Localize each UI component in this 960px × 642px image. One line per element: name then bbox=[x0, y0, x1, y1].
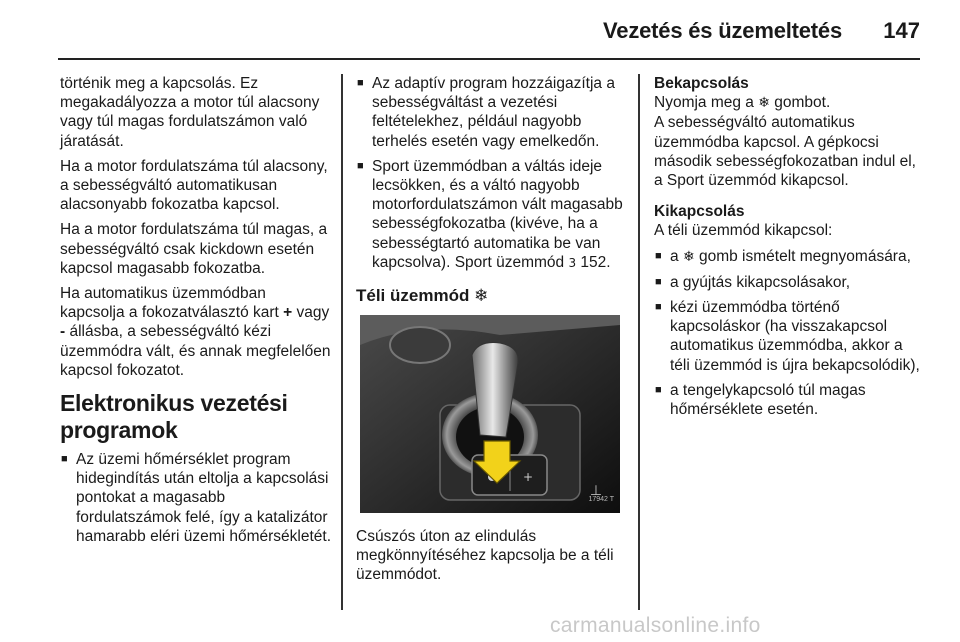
manual-mode-paragraph: Ha automatikus üzemmódban kapcsolja a fokozatválasztó kart + vagy - állásba, a sebességváltó kézi üzemmódra vált, és annak megfelelően kapcsol fokozatot. bbox=[60, 285, 331, 379]
image-caption: Csúszós úton az elindulás megkönnyítéséhez kapcsolja be a téli üzemmódot. bbox=[356, 528, 614, 584]
press-button-line: Nyomja meg a ❄ gombot. bbox=[654, 94, 831, 112]
gear-selector-illustration bbox=[360, 315, 620, 513]
plus-symbol: + bbox=[283, 304, 293, 322]
section-heading: Elektronikus vezetési programok bbox=[60, 390, 288, 444]
paragraph: Ha a motor fordulatszáma túl magas, a sebességváltó csak kickdown esetén kapcsol magasabb fokozatba. bbox=[60, 221, 328, 277]
image-code: 17942 T bbox=[588, 495, 614, 503]
gear-selector-photo bbox=[360, 315, 620, 513]
minus-symbol: - bbox=[60, 323, 66, 341]
header-rule bbox=[58, 58, 920, 60]
sport-mode-reference[interactable]: Sport üzemmód 3 152. bbox=[454, 253, 611, 271]
column-3 bbox=[654, 74, 924, 425]
paragraph: történik meg a kapcsolás. Ez megakadályozza a motor túl alacsony vagy túl magas fordulatszámon való járatását. bbox=[60, 75, 320, 150]
snowflake-icon: ❄ bbox=[758, 95, 770, 112]
list-item: ■ a tengelykapcsoló túl magas hőmérséklete esetén. bbox=[654, 381, 924, 419]
subheading-off: Kikapcsolás bbox=[654, 203, 745, 221]
list-item: ■ a ❄ gomb ismételt megnyomására, bbox=[654, 247, 924, 267]
page-reference-icon: 3 bbox=[568, 255, 577, 270]
column-divider bbox=[638, 74, 640, 610]
list-item: ■ a gyújtás kikapcsolásakor, bbox=[654, 273, 924, 292]
list-item: ■ Sport üzemmódban a váltás ideje lecsökken, és a váltó nagyobb motorfordulatszámon vált magasabb sebességfokozatba (kivéve, ha a sebességtartó automatika be van kapcsolva). Sport üzemmód 3 152. bbox=[356, 157, 626, 273]
snowflake-icon: ❄ bbox=[474, 286, 489, 307]
section-heading: Téli üzemmód ❄ bbox=[356, 286, 489, 307]
column-divider bbox=[341, 74, 343, 610]
subheading-on: Bekapcsolás bbox=[654, 75, 749, 92]
list-item: ■ Az adaptív program hozzáigazítja a sebességváltást a vezetési feltételekhez, például nagyobb terhelés esetén vagy emelkedőn. bbox=[356, 74, 626, 151]
svg-text:+: + bbox=[522, 470, 534, 485]
column-2 bbox=[356, 74, 626, 591]
page-header bbox=[0, 0, 960, 60]
snowflake-icon: ❄ bbox=[682, 248, 695, 265]
page-title: Vezetés és üzemeltetés bbox=[603, 18, 842, 43]
bullet-list bbox=[60, 450, 332, 546]
paragraph: A sebességváltó automatikus üzemmódba kapcsol. A gépkocsi második sebességfokozatban indul el, a Sport üzemmód kikapcsol. bbox=[654, 114, 916, 190]
bullet-list bbox=[356, 74, 626, 273]
column-1 bbox=[60, 74, 332, 552]
paragraph: A téli üzemmód kikapcsol: bbox=[654, 222, 833, 240]
list-item: ■ Az üzemi hőmérséklet program hidegindítás után eltolja a kapcsolási pontokat a magasabb fordulatszámok felé, így a katalizátor hamarabb eléri üzemi hőmérsékletét. bbox=[60, 450, 332, 546]
page-number: 147 bbox=[883, 18, 920, 43]
paragraph: Ha a motor fordulatszáma túl alacsony, a sebességváltó automatikusan alacsonyabb fokozatba kapcsol. bbox=[60, 157, 328, 214]
list-item: ■ kézi üzemmódba történő kapcsoláskor (ha visszakapcsol automatikus üzemmódba, akkor a téli üzemmód is újra bekapcsolódik), bbox=[654, 298, 924, 375]
bullet-list bbox=[654, 247, 924, 420]
svg-text:⊥: ⊥ bbox=[589, 483, 603, 500]
watermark: carmanualsonline.info bbox=[550, 614, 761, 637]
